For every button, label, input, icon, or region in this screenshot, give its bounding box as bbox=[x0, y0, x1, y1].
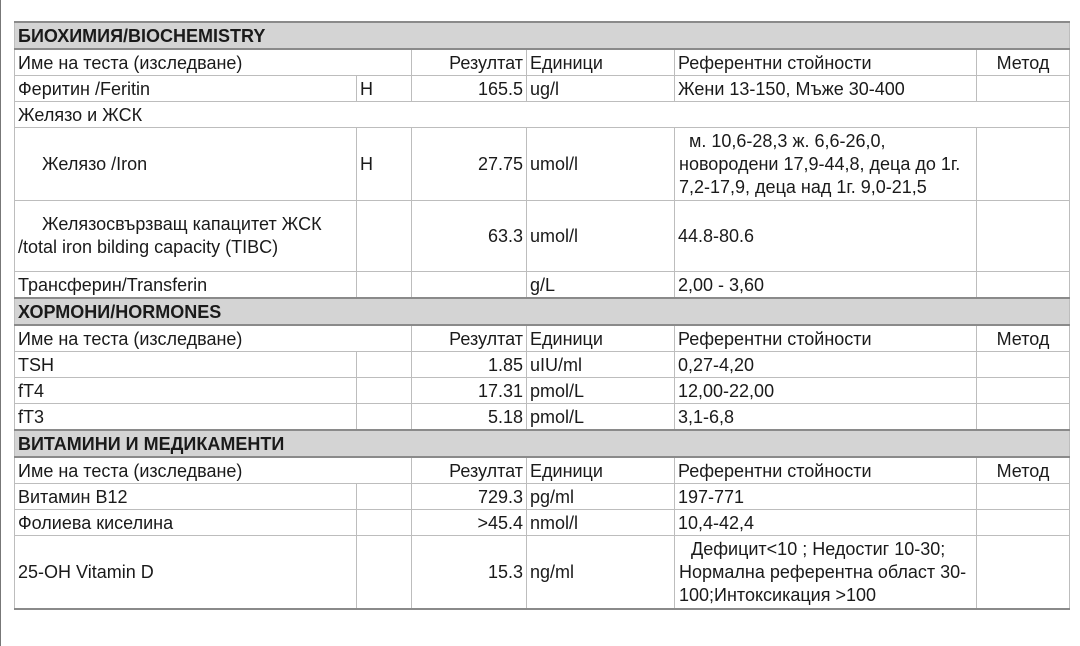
test-method bbox=[977, 128, 1070, 201]
test-reference: 12,00-22,00 bbox=[675, 378, 977, 404]
test-method bbox=[977, 76, 1070, 102]
test-method bbox=[977, 201, 1070, 272]
test-reference: 197-771 bbox=[675, 484, 977, 510]
column-header-row bbox=[15, 457, 1070, 484]
col-header-result: Резултат bbox=[412, 457, 527, 484]
test-name: Феритин /Feritin bbox=[15, 76, 357, 102]
page-left-border bbox=[0, 0, 1, 646]
flag-high: H bbox=[357, 76, 412, 102]
column-header-row bbox=[15, 325, 1070, 352]
col-header-reference: Референтни стойности bbox=[675, 457, 977, 484]
flag bbox=[357, 510, 412, 536]
col-header-name: Име на теста (изследване) bbox=[15, 49, 412, 76]
test-method bbox=[977, 378, 1070, 404]
table-row bbox=[15, 201, 1070, 272]
test-units: umol/l bbox=[527, 128, 675, 201]
col-header-method: Метод bbox=[977, 49, 1070, 76]
table-row bbox=[15, 536, 1070, 610]
table-row bbox=[15, 378, 1070, 404]
test-result: 15.3 bbox=[412, 536, 527, 610]
col-header-name: Име на теста (изследване) bbox=[15, 325, 412, 352]
flag bbox=[357, 404, 412, 431]
test-name: Фолиева киселина bbox=[15, 510, 357, 536]
test-name: Витамин B12 bbox=[15, 484, 357, 510]
test-method bbox=[977, 404, 1070, 431]
test-reference: 0,27-4,20 bbox=[675, 352, 977, 378]
flag bbox=[357, 536, 412, 610]
test-name: fT3 bbox=[15, 404, 357, 431]
lab-results-table bbox=[14, 21, 1070, 610]
test-reference: 10,4-42,4 bbox=[675, 510, 977, 536]
col-header-method: Метод bbox=[977, 457, 1070, 484]
flag bbox=[357, 484, 412, 510]
test-name: Трансферин/Transferin bbox=[15, 272, 357, 299]
test-units: pg/ml bbox=[527, 484, 675, 510]
test-units: umol/l bbox=[527, 201, 675, 272]
test-method bbox=[977, 536, 1070, 610]
test-result: >45.4 bbox=[412, 510, 527, 536]
test-method bbox=[977, 352, 1070, 378]
flag bbox=[357, 352, 412, 378]
section-header-vitamins bbox=[15, 430, 1070, 457]
section-header-hormones bbox=[15, 298, 1070, 325]
table-row bbox=[15, 484, 1070, 510]
table-row bbox=[15, 352, 1070, 378]
col-header-result: Резултат bbox=[412, 325, 527, 352]
test-result: 1.85 bbox=[412, 352, 527, 378]
col-header-name: Име на теста (изследване) bbox=[15, 457, 412, 484]
table-row bbox=[15, 404, 1070, 431]
test-units: pmol/L bbox=[527, 378, 675, 404]
test-result: 165.5 bbox=[412, 76, 527, 102]
col-header-units: Единици bbox=[527, 325, 675, 352]
test-name: Желязо /Iron bbox=[15, 128, 357, 201]
test-result bbox=[412, 272, 527, 299]
test-reference: 2,00 - 3,60 bbox=[675, 272, 977, 299]
table-row bbox=[15, 76, 1070, 102]
section-header-biochemistry bbox=[15, 22, 1070, 49]
test-reference: Дефицит<10 ; Недостиг 10-30; Нормална референтна област 30-100;Интоксикация >100 bbox=[675, 536, 977, 610]
test-result: 63.3 bbox=[412, 201, 527, 272]
table-row bbox=[15, 272, 1070, 299]
flag bbox=[357, 201, 412, 272]
flag-high: H bbox=[357, 128, 412, 201]
table-row-group-header bbox=[15, 102, 1070, 128]
flag bbox=[357, 378, 412, 404]
section-title: ХОРМОНИ/HORMONES bbox=[15, 298, 1070, 325]
test-units: g/L bbox=[527, 272, 675, 299]
flag bbox=[357, 272, 412, 299]
test-result: 27.75 bbox=[412, 128, 527, 201]
test-method bbox=[977, 510, 1070, 536]
test-units: pmol/L bbox=[527, 404, 675, 431]
test-result: 17.31 bbox=[412, 378, 527, 404]
test-result: 5.18 bbox=[412, 404, 527, 431]
col-header-units: Единици bbox=[527, 457, 675, 484]
group-name: Желязо и ЖСК bbox=[15, 102, 1070, 128]
test-method bbox=[977, 484, 1070, 510]
col-header-reference: Референтни стойности bbox=[675, 325, 977, 352]
test-reference: 3,1-6,8 bbox=[675, 404, 977, 431]
section-title: ВИТАМИНИ И МЕДИКАМЕНТИ bbox=[15, 430, 1070, 457]
test-name: 25-OH Vitamin D bbox=[15, 536, 357, 610]
test-reference: 44.8-80.6 bbox=[675, 201, 977, 272]
test-units: ug/l bbox=[527, 76, 675, 102]
test-units: ng/ml bbox=[527, 536, 675, 610]
test-name: Желязосвързващ капацитет ЖСК /total iron bilding capacity (TIBC) bbox=[15, 201, 357, 272]
col-header-result: Резултат bbox=[412, 49, 527, 76]
table-row bbox=[15, 510, 1070, 536]
column-header-row bbox=[15, 49, 1070, 76]
test-method bbox=[977, 272, 1070, 299]
table-row bbox=[15, 128, 1070, 201]
test-name: TSH bbox=[15, 352, 357, 378]
col-header-method: Метод bbox=[977, 325, 1070, 352]
test-reference: м. 10,6-28,3 ж. 6,6-26,0, новородени 17,9-44,8, деца до 1г. 7,2-17,9, деца над 1г. 9,0-21,5 bbox=[675, 128, 977, 201]
test-name: fT4 bbox=[15, 378, 357, 404]
section-title: БИОХИМИЯ/BIOCHEMISTRY bbox=[15, 22, 1070, 49]
col-header-units: Единици bbox=[527, 49, 675, 76]
test-units: nmol/l bbox=[527, 510, 675, 536]
test-reference: Жени 13-150, Мъже 30-400 bbox=[675, 76, 977, 102]
test-units: uIU/ml bbox=[527, 352, 675, 378]
col-header-reference: Референтни стойности bbox=[675, 49, 977, 76]
test-result: 729.3 bbox=[412, 484, 527, 510]
